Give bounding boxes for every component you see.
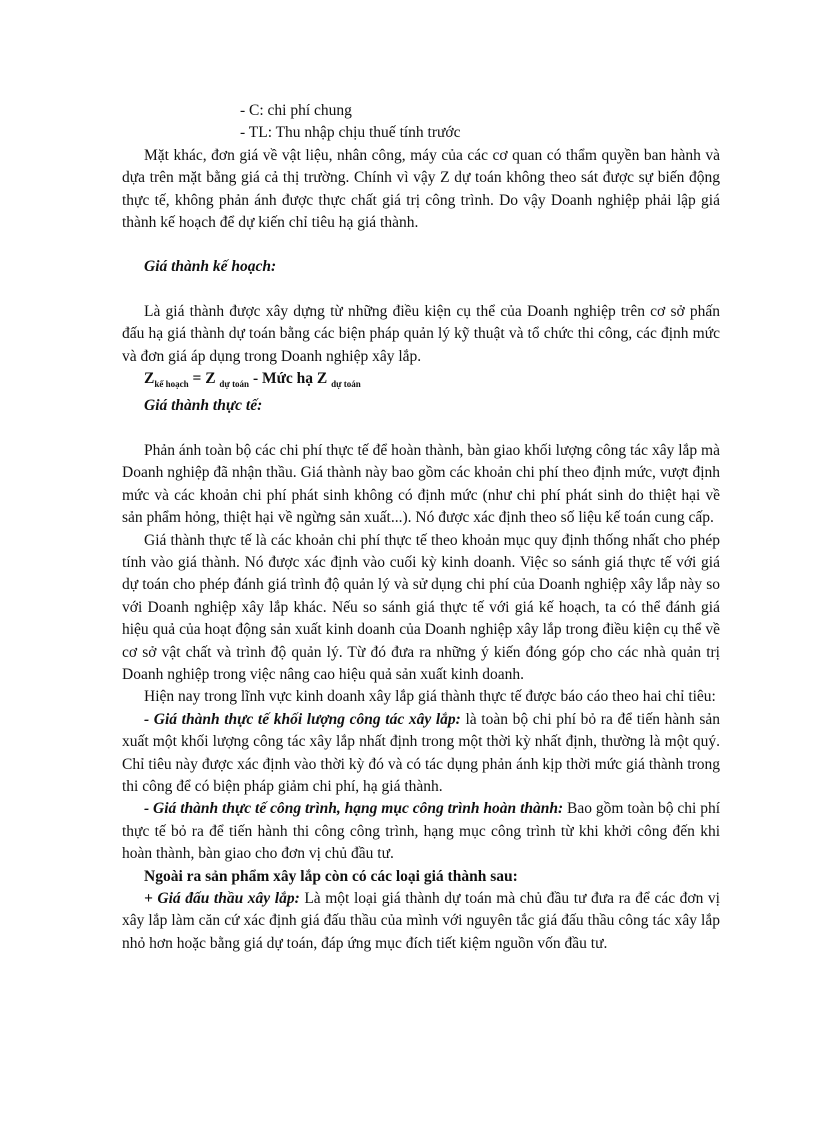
term-khoi-luong: - Giá thành thực tế khối lượng công tác xây lắp: xyxy=(144,710,461,728)
formula-z: Z xyxy=(144,370,155,388)
formula-sub-du-toan-2: dự toán xyxy=(331,379,361,390)
list-item-c: - C: chi phí chung xyxy=(240,102,352,119)
paragraph-thuc-te-khoan-muc: Giá thành thực tế là các khoản chi phí thực tế theo khoản mục quy định thống nhất cho phép tính vào giá thành. Nó được xác định vào cuối kỳ kinh doanh. Việc so sánh giá thực tế với giá dự toán cho phép đánh giá trình độ quản lý và sử dụng chi phí của Doanh nghiệp xây lắp này so với Doanh nghiệp xây lắp khác. Nếu so sánh giá thực tế với giá kế hoạch, ta có thể đánh giá hiệu quả của hoạt động sản xuất kinh doanh của Doanh nghiệp xây lắp trong điều kiện cụ thể về cơ sở vật chất và trình độ quản lý. Từ đó đưa ra những ý kiến đóng góp cho các nhà quản trị Doanh nghiệp trong việc nâng cao hiệu quả sản xuất kinh doanh. xyxy=(122,531,720,683)
paragraph-phan-anh: Phản ánh toàn bộ các chi phí thực tế để hoàn thành, bàn giao khối lượng công tác xây lắp mà Doanh nghiệp đã nhận thầu. Giá thành này bao gồm các khoản chi phí theo định mức, vượt định mức và các khoản chi phí phát sinh không có định mức (như chi phí phát sinh do thiệt hại về sản phẩm hỏng, thiệt hại về ngừng sản xuất...). Nó được xác định theo số liệu kế toán cung cấp. xyxy=(122,441,720,527)
document-page xyxy=(122,100,720,955)
formula-sub-du-toan: dự toán xyxy=(219,379,250,390)
paragraph-cong-trinh xyxy=(122,798,720,865)
formula-ke-hoach xyxy=(122,368,720,395)
paragraph-hien-nay: Hiện nay trong lĩnh vực kinh doanh xây lắp giá thành thực tế được báo cáo theo hai chỉ tiêu: xyxy=(144,688,716,706)
formula-sub-ke-hoach: kế hoạch xyxy=(154,379,189,390)
heading-gia-thanh-thuc-te: Giá thành thực tế: xyxy=(144,397,263,415)
paragraph-ngoai-ra: Ngoài ra sản phẩm xây lắp còn có các loại giá thành sau: xyxy=(144,867,518,885)
formula-minus: - Mức hạ Z xyxy=(249,370,332,388)
paragraph-mat-khac: Mặt khác, đơn giá về vật liệu, nhân công, máy của các cơ quan có thẩm quyền ban hành và dựa trên mặt bằng giá cả thị trường. Chính vì vậy Z dự toán không theo sát được sự biến động thực tế, không phản ánh được thực chất giá trị công trình. Do vậy Doanh nghiệp phải lập giá thành kế hoạch để dự kiến chỉ tiêu hạ giá thành. xyxy=(122,146,720,232)
paragraph-khoi-luong xyxy=(122,709,720,799)
text-cong-trinh: Bao gồm toàn bộ chi phí thực tế bỏ ra để tiến hành thi công công trình, hạng mục công trình từ khi khởi công đến khi hoàn thành, bàn giao cho đơn vị chủ đầu tư. xyxy=(122,800,720,863)
term-cong-trinh: - Giá thành thực tế công trình, hạng mục công trình hoàn thành: xyxy=(144,800,564,818)
list-item-tl: - TL: Thu nhập chịu thuế tính trước xyxy=(240,124,461,142)
heading-gia-thanh-ke-hoach: Giá thành kế hoạch: xyxy=(144,258,277,276)
text-khoi-luong: là toàn bộ chi phí bỏ ra để tiến hành sản xuất một khối lượng công tác xây lắp nhất định trong một thời kỳ nhất định, thường là một quý. Chỉ tiêu này được xác định vào thời kỳ đó và có tác dụng phản ánh kịp thời mức giá thành trong thi công để có biện pháp giảm chi phí, hạ giá thành. xyxy=(122,710,720,795)
paragraph-ke-hoach: Là giá thành được xây dựng từ những điều kiện cụ thể của Doanh nghiệp trên cơ sở phấn đấu hạ giá thành dự toán bằng các biện pháp quản lý kỹ thuật và tổ chức thi công, các định mức và đơn giá áp dụng trong Doanh nghiệp xây lắp. xyxy=(122,302,720,365)
paragraph-dau-thau xyxy=(122,888,720,955)
formula-equals: = Z xyxy=(188,370,220,388)
term-dau-thau: + Giá đấu thầu xây lắp: xyxy=(144,890,300,907)
text-dau-thau: Là một loại giá thành dự toán mà chủ đầu tư đưa ra để các đơn vị xây lắp làm căn cứ xác định giá đấu thầu của mình với nguyên tắc giá đấu thầu công tác xây lắp nhỏ hơn hoặc bằng giá dự toán, đáp ứng mục đích tiết kiệm nguồn vốn đầu tư. xyxy=(122,890,720,952)
